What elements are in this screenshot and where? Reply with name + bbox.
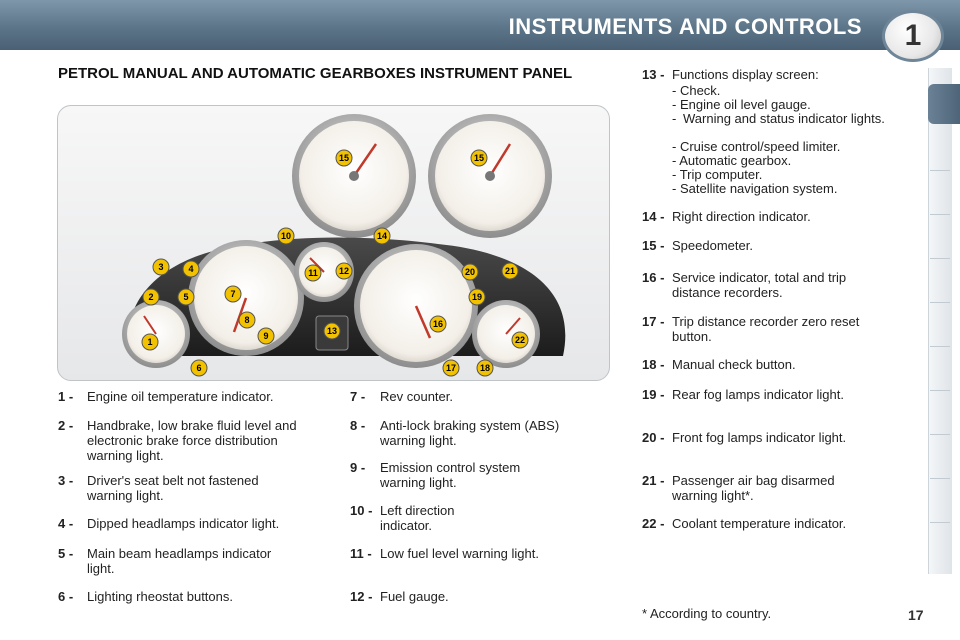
- callout-17: [443, 360, 459, 376]
- sub-list-item: - Engine oil level gauge.: [672, 97, 811, 112]
- chapter-number-badge: 1: [882, 10, 944, 62]
- rev-counter-detail: [292, 114, 416, 238]
- sub-list-item: - Cruise control/speed limiter.: [672, 139, 841, 154]
- callout-9: [258, 328, 274, 344]
- svg-text:7: 7: [230, 289, 236, 299]
- item-number: 11 -: [350, 546, 372, 561]
- item-text: Handbrake, low brake fluid level and electronic brake force distribution warning light.: [87, 418, 297, 463]
- footnote: * According to country.: [642, 606, 772, 621]
- item-text: Coolant temperature indicator.: [672, 516, 847, 531]
- sub-list-item: - Trip computer.: [672, 167, 763, 182]
- svg-text:14: 14: [376, 231, 388, 241]
- chapter-tab-divider: [930, 302, 950, 303]
- item-text: Emission control system warning light.: [380, 460, 521, 490]
- svg-text:3: 3: [158, 262, 164, 272]
- callout-21: [502, 263, 518, 279]
- chapter-tab-divider: [930, 214, 950, 215]
- svg-text:16: 16: [432, 319, 444, 329]
- item-number: 6 -: [58, 589, 74, 604]
- item-number: 5 -: [58, 546, 74, 561]
- item-text: Engine oil temperature indicator.: [87, 389, 274, 404]
- svg-text:2: 2: [148, 292, 154, 302]
- item-text: Rev counter.: [380, 389, 453, 404]
- chapter-tab-divider: [930, 170, 950, 171]
- svg-text:8: 8: [244, 315, 250, 325]
- item-text: Lighting rheostat buttons.: [87, 589, 233, 604]
- sub-list-item: - Satellite navigation system.: [672, 181, 838, 196]
- svg-text:11: 11: [308, 268, 318, 278]
- svg-text:12: 12: [338, 266, 350, 276]
- item-text: Anti-lock braking system (ABS) warning light.: [380, 418, 560, 448]
- chapter-tab-divider: [930, 434, 950, 435]
- item-text: Speedometer.: [672, 238, 753, 253]
- section-title: PETROL MANUAL AND AUTOMATIC GEARBOXES INSTRUMENT PANEL: [58, 65, 573, 82]
- callout-4: [183, 261, 199, 277]
- callout-6: [191, 360, 207, 376]
- item-text: Functions display screen:: [672, 67, 819, 82]
- callout-11: [305, 265, 321, 281]
- sub-list-item: - Automatic gearbox.: [672, 153, 792, 168]
- item-text: Dipped headlamps indicator light.: [87, 516, 280, 531]
- chapter-title: INSTRUMENTS AND CONTROLS: [508, 14, 862, 39]
- item-number: 16 -: [642, 270, 665, 285]
- svg-text:17: 17: [445, 363, 457, 373]
- svg-text:13: 13: [326, 326, 338, 336]
- svg-text:22: 22: [514, 335, 526, 345]
- svg-text:4: 4: [188, 264, 194, 274]
- callout-1: [142, 334, 158, 350]
- chapter-tab-divider: [930, 346, 950, 347]
- instrument-panel-illustration: [57, 105, 610, 381]
- item-number: 4 -: [58, 516, 74, 531]
- callout-16: [430, 316, 446, 332]
- chapter-tab-divider: [930, 522, 950, 523]
- callout-22: [512, 332, 528, 348]
- callout-18: [477, 360, 493, 376]
- svg-text:21: 21: [504, 266, 516, 276]
- item-number: 18 -: [642, 357, 665, 372]
- svg-text:10: 10: [280, 231, 292, 241]
- svg-text:5: 5: [183, 292, 189, 302]
- svg-text:15: 15: [338, 153, 350, 163]
- item-number: 3 -: [58, 473, 74, 488]
- svg-text:9: 9: [263, 331, 269, 341]
- item-number: 21 -: [642, 473, 665, 488]
- callout-15-top-right: [471, 150, 487, 166]
- speedometer-detail: [428, 114, 552, 238]
- coolant-temperature-gauge: [472, 300, 540, 368]
- instrument-panel-drawing: [58, 106, 610, 381]
- sub-list-item: - Check.: [672, 83, 721, 98]
- item-number: 13 -: [642, 67, 665, 82]
- callout-12: [336, 263, 352, 279]
- item-number: 15 -: [642, 238, 665, 253]
- callout-19: [469, 289, 485, 305]
- chapter-tab-divider: [930, 390, 950, 391]
- callout-15-top-left: [336, 150, 352, 166]
- callout-7: [225, 286, 241, 302]
- chapter-tab-divider: [930, 258, 950, 259]
- item-number: 1 -: [58, 389, 74, 404]
- chapter-tab-divider: [930, 478, 950, 479]
- svg-text:1: 1: [147, 337, 153, 347]
- item-text: Low fuel level warning light.: [380, 546, 539, 561]
- header-band: [0, 0, 960, 50]
- svg-text:15: 15: [473, 153, 485, 163]
- oil-temperature-gauge: [122, 300, 190, 368]
- item-number: 12 -: [350, 589, 373, 604]
- svg-text:18: 18: [479, 363, 491, 373]
- item-text: Service indicator, total and trip distance recorders.: [672, 270, 847, 300]
- callout-5: [178, 289, 194, 305]
- item-text: Left direction indicator.: [380, 503, 455, 533]
- item-number: 14 -: [642, 209, 665, 224]
- item-text: Main beam headlamps indicator light.: [87, 546, 272, 576]
- svg-text:19: 19: [471, 292, 483, 302]
- callout-3: [153, 259, 169, 275]
- item-number: 10 -: [350, 503, 373, 518]
- item-number: 22 -: [642, 516, 665, 531]
- item-number: 9 -: [350, 460, 366, 475]
- rev-counter: [188, 240, 304, 356]
- callout-13: [324, 323, 340, 339]
- svg-text:6: 6: [196, 363, 202, 373]
- svg-text:20: 20: [464, 267, 476, 277]
- item-text: Front fog lamps indicator light.: [672, 430, 847, 445]
- item-number: 20 -: [642, 430, 665, 445]
- item-text: Right direction indicator.: [672, 209, 811, 224]
- chapter-tab-strip: [928, 68, 952, 574]
- item-text: Driver's seat belt not fastened warning light.: [87, 473, 259, 503]
- callout-10: [278, 228, 294, 244]
- callout-8: [239, 312, 255, 328]
- callout-2: [143, 289, 159, 305]
- page-number: 17: [908, 607, 924, 623]
- callout-14: [374, 228, 390, 244]
- item-number: 7 -: [350, 389, 366, 404]
- item-number: 17 -: [642, 314, 665, 329]
- item-text: Trip distance recorder zero reset button.: [672, 314, 860, 344]
- speedometer: [354, 244, 478, 368]
- item-text: Passenger air bag disarmed warning light*.: [672, 473, 835, 503]
- chapter-tab-active[interactable]: [928, 84, 960, 124]
- item-text: Fuel gauge.: [380, 589, 449, 604]
- callout-20: [462, 264, 478, 280]
- item-number: 19 -: [642, 387, 665, 402]
- item-text: Rear fog lamps indicator light.: [672, 387, 844, 402]
- item-number: 8 -: [350, 418, 366, 433]
- item-number: 2 -: [58, 418, 74, 433]
- item-text: Manual check button.: [672, 357, 796, 372]
